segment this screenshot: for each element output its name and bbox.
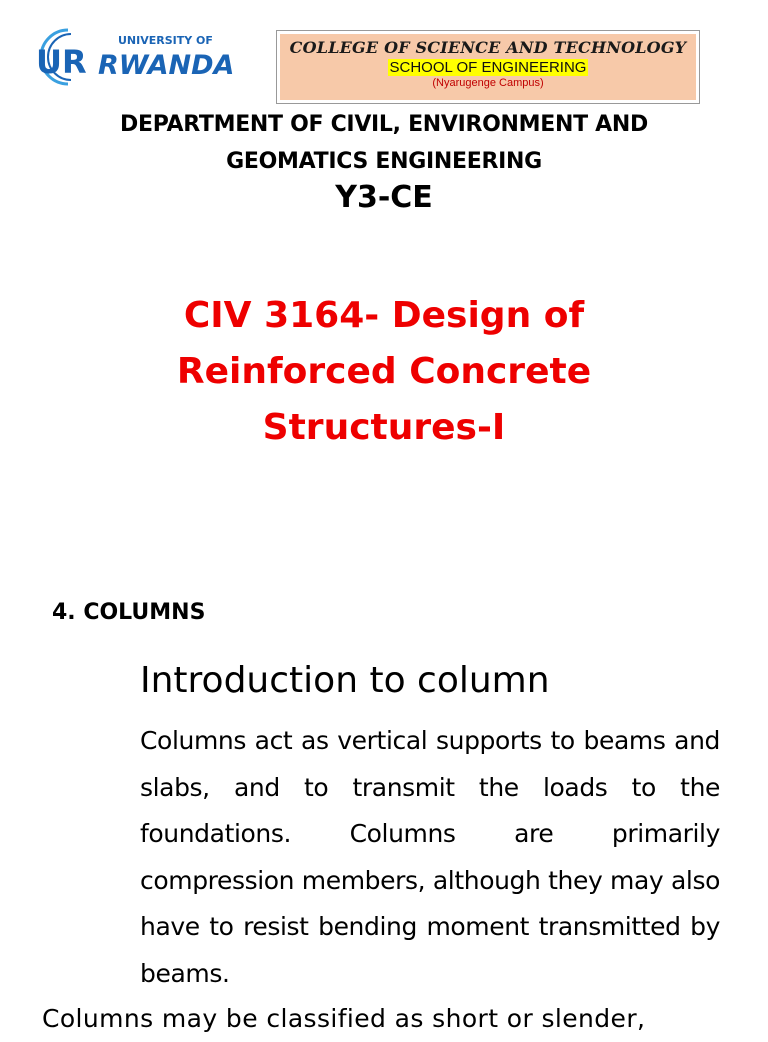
intro-paragraph: Columns act as vertical supports to beams and slabs, and to transmit the loads to the foundations. Columns are primarily compression members, although they may also have to resist bending moment transmitted by beams. xyxy=(140,726,720,988)
college-info-panel xyxy=(280,34,696,100)
department-line-1: DEPARTMENT OF CIVIL, ENVIRONMENT AND xyxy=(120,112,648,137)
year-level: Y3-CE xyxy=(335,180,433,215)
college-name: COLLEGE OF SCIENCE AND TECHNOLOGY xyxy=(289,38,687,57)
logo-big-text: RWANDA xyxy=(98,50,235,81)
college-info-box xyxy=(276,30,700,104)
next-paragraph: Columns may be classified as short or slender, xyxy=(42,1004,646,1033)
course-line-1: CIV 3164- Design of xyxy=(183,295,585,336)
logo-small-text: UNIVERSITY OF xyxy=(118,34,213,47)
intro-title: Introduction to column xyxy=(140,660,550,701)
university-logo xyxy=(28,24,238,90)
course-line-3: Structures-I xyxy=(262,407,506,448)
campus-name: (Nyarugenge Campus) xyxy=(432,77,544,89)
course-title xyxy=(80,288,688,456)
department-line-2: GEOMATICS ENGINEERING xyxy=(226,149,542,174)
university-logo-graphic xyxy=(28,24,238,90)
course-line-2: Reinforced Concrete xyxy=(176,351,592,392)
school-name: SCHOOL OF ENGINEERING xyxy=(389,59,587,76)
section-heading: 4. COLUMNS xyxy=(52,600,206,625)
department-title xyxy=(40,106,728,180)
logo-monogram: UR xyxy=(36,43,87,81)
